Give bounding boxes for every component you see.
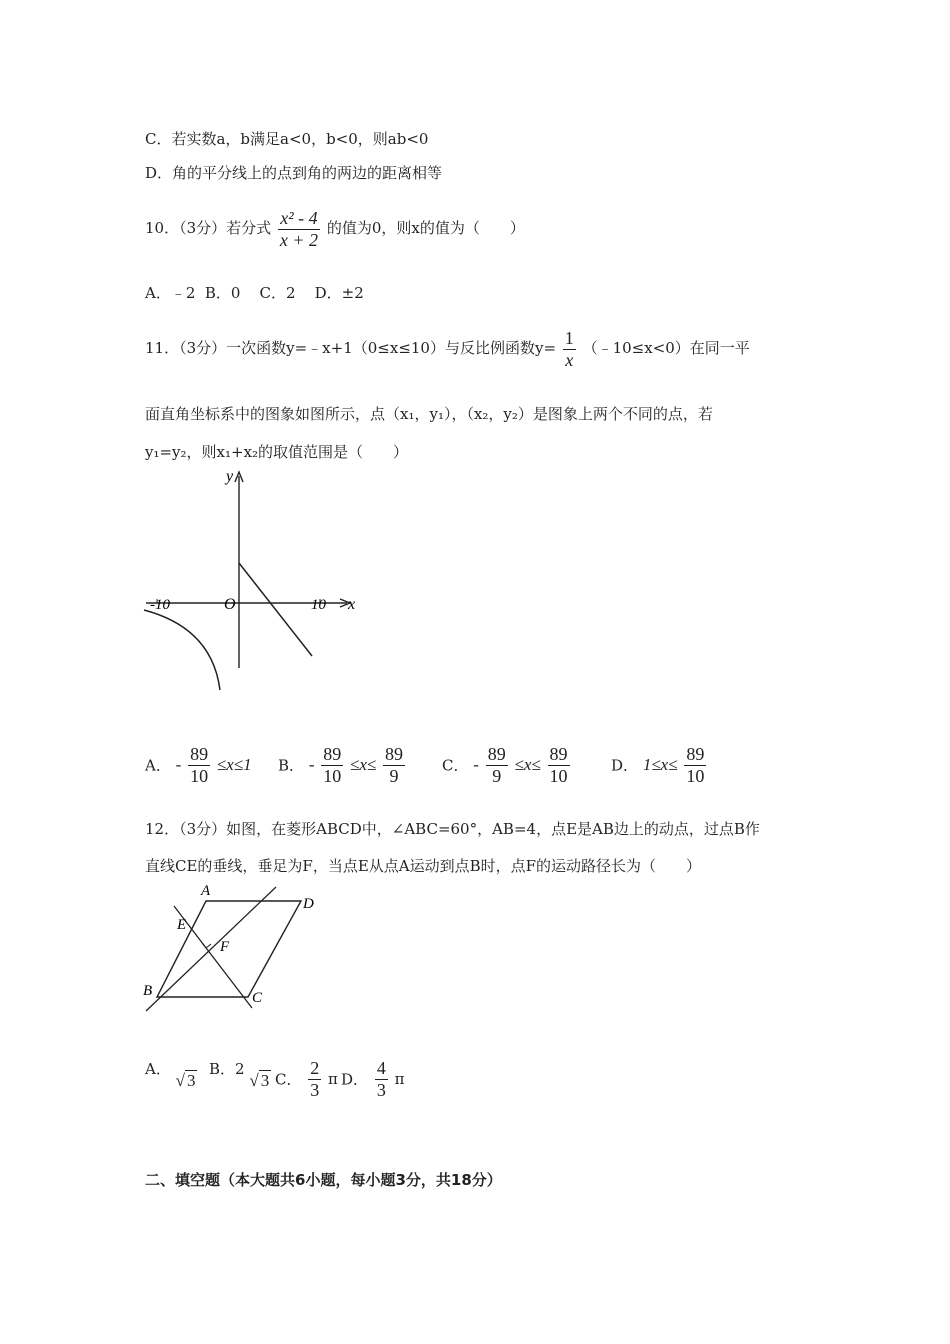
option-c-frac2 (548, 744, 570, 786)
q12-option-b (209, 1058, 271, 1090)
q10-suffix: 的值为0，则x的值为（ ） (326, 219, 525, 238)
frac-num: 89 (487, 744, 506, 764)
frac-num: 2 (310, 1058, 320, 1078)
q10-options: A．﹣2 B．0 C．2 D．±2 (145, 284, 364, 302)
q11-line2: 面直角坐标系中的图象如图所示，点（x₁，y₁），（x₂，y₂）是图象上两个不同的点，若 (145, 405, 713, 423)
option-b-label: B．2 (209, 1060, 245, 1078)
option-a-frac (188, 744, 210, 786)
q11-prefix: 11．（3分）一次函数y=﹣x+1（0≤x≤10）与反比例函数y= (145, 339, 557, 358)
option-d-label: D． (341, 1070, 369, 1089)
frac-den: 10 (686, 765, 705, 786)
option-b-mid: ≤x≤ (350, 755, 377, 775)
frac-den: 3 (376, 1079, 386, 1100)
q10-fraction (278, 208, 320, 250)
label-e: E (177, 917, 187, 933)
option-d-label: D． (611, 756, 639, 775)
x-axis-label: x (348, 596, 356, 613)
q11-graph (140, 468, 370, 698)
radicand: 3 (260, 1071, 270, 1090)
frac-den: 3 (310, 1079, 320, 1100)
option-b-frac2 (383, 744, 405, 786)
reciprocal-function (144, 610, 220, 690)
frac-num: 4 (376, 1058, 386, 1078)
minus-sign: - (175, 755, 182, 775)
q12-option-d (341, 1058, 404, 1100)
label-b: B (143, 983, 153, 999)
frac-num: 89 (686, 744, 705, 764)
frac-den: 10 (190, 765, 209, 786)
frac-num: 89 (385, 744, 404, 764)
option-d-frac (684, 744, 706, 786)
q11-line3: y₁=y₂，则x₁+x₂的取值范围是（ ） (145, 443, 409, 461)
q10-stem (145, 208, 525, 250)
label-f: F (220, 939, 230, 955)
q10-frac-num: x² - 4 (280, 208, 318, 228)
q11-stem (145, 328, 750, 370)
q11-suffix: （﹣10≤x<0）在同一平 (582, 339, 750, 358)
y-axis-label: y (226, 468, 234, 485)
option-a-rest: ≤x≤1 (216, 755, 252, 775)
option-b-frac1 (321, 744, 343, 786)
option-c-mid: ≤x≤ (514, 755, 541, 775)
option-c-label: C． (442, 756, 469, 775)
pi-symbol: π (328, 1070, 338, 1089)
option-c-frac (308, 1058, 321, 1100)
q12-figure (140, 880, 330, 1015)
q9-option-c: C．若实数a，b满足a<0，b<0，则ab<0 (145, 130, 429, 148)
q11-options (145, 744, 845, 794)
label-c: C (252, 990, 263, 1006)
q12-line2: 直线CE的垂线，垂足为F，当点E从点A运动到点B时，点F的运动路径长为（ ） (145, 857, 702, 875)
q12-line1: 12．（3分）如图，在菱形ABCD中，∠ABC=60°，AB=4，点E是AB边上的动点，过点B作 (145, 820, 760, 838)
tick-neg-label: -10 (150, 597, 170, 613)
section-heading: 二、填空题（本大题共6小题，每小题3分，共18分） (145, 1171, 502, 1189)
minus-sign: - (473, 755, 479, 775)
option-a-label: A． (145, 756, 171, 775)
q11-frac-den: x (565, 349, 574, 370)
option-d-frac (375, 1058, 388, 1100)
q10-frac-den: x + 2 (279, 229, 319, 250)
frac-num: 89 (549, 744, 568, 764)
option-a-label: A． (145, 1060, 171, 1078)
frac-num: 89 (190, 744, 209, 764)
option-d-pre: 1≤x≤ (642, 755, 678, 775)
q12-option-c (275, 1058, 338, 1100)
q12-option-a (145, 1058, 197, 1090)
q11-option-b (278, 744, 407, 786)
sqrt: √ 3 (249, 1071, 270, 1090)
option-c-label: C． (275, 1070, 302, 1089)
q11-option-c (442, 744, 572, 786)
label-d: D (303, 896, 314, 912)
q11-option-a (145, 744, 252, 786)
frac-den: 9 (389, 765, 399, 786)
frac-den: 10 (323, 765, 342, 786)
frac-den: 10 (549, 765, 568, 786)
pi-symbol: π (394, 1070, 405, 1089)
q11-option-d (611, 744, 708, 786)
origin-label: O (224, 596, 236, 613)
sqrt: √ 3 (175, 1071, 196, 1090)
q11-fraction (563, 328, 576, 370)
q10-prefix: 10．（3分）若分式 (145, 219, 272, 238)
option-c-frac1 (486, 744, 508, 786)
tick-pos-label: 10 (311, 597, 326, 613)
frac-den: 9 (492, 765, 502, 786)
q11-frac-num: 1 (564, 328, 574, 348)
frac-num: 89 (323, 744, 342, 764)
minus-sign: - (308, 755, 315, 775)
radicand: 3 (186, 1071, 196, 1090)
label-a: A (201, 883, 211, 899)
option-b-label: B． (278, 756, 305, 775)
q9-option-d: D．角的平分线上的点到角的两边的距离相等 (145, 164, 443, 182)
linear-function (239, 563, 312, 656)
q12-options (145, 1058, 545, 1110)
